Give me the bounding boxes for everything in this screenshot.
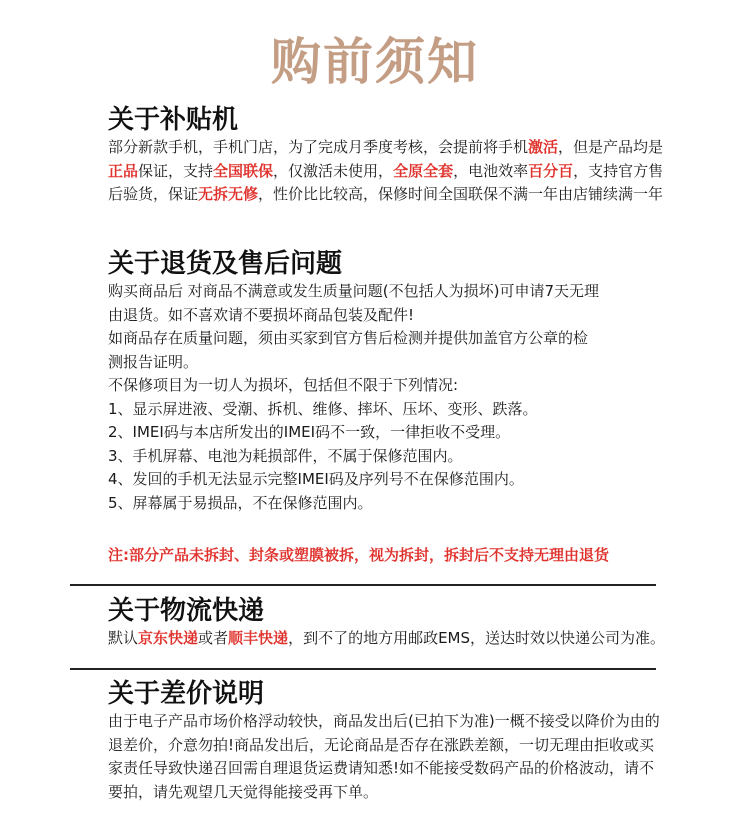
- section-heading-price: 关于差价说明: [108, 679, 265, 709]
- body-text: ，电池效率: [453, 161, 529, 180]
- body-text: 或者: [198, 629, 229, 647]
- body-text: 保证，支持: [138, 161, 214, 180]
- body-text: ，到不了的地方用邮政EMS，送达时效以快递公司为准。: [288, 629, 666, 647]
- highlighted-text: 全国联保: [213, 161, 274, 180]
- highlighted-text: 激活: [528, 138, 559, 156]
- body-text: ，仅激活未使用，: [273, 161, 394, 180]
- section-returns: [108, 248, 668, 515]
- body-text: ，但是产品均是: [558, 138, 664, 156]
- returns-line: 由退货。如不喜欢请不要损坏商品包装及配件!: [108, 305, 415, 324]
- price-paragraph: 由于电子产品市场价格浮动较快，商品发出后(已拍下为准)一概不接受以降价为由的退差价，介意勿拍!商品发出后，无论商品是否存在涨跌差额，一切无理由拒收或买家责任导致快递召回需自理退货运费请知悉!如不能接受数码产品的价格波动，请不要拍，请先观望几天觉得能接受再下单。: [108, 712, 660, 801]
- logistics-paragraph: [108, 627, 668, 651]
- body-text: 部分新款手机，手机门店，为了完成月季度考核，会提前将手机: [108, 138, 529, 156]
- returns-line: 如商品存在质量问题，须由买家到官方售后检测并提供加盖官方公章的检: [108, 329, 589, 347]
- body-text: 默认: [108, 629, 139, 647]
- returns-list-item: 3、手机屏幕、电池为耗损部件，不属于保修范围内。: [108, 446, 463, 465]
- returns-line: 不保修项目为一切人为损坏，包括但不限于下列情况:: [108, 376, 459, 394]
- returns-list-item: 4、发回的手机无法显示完整IMEI码及序列号不在保修范围内。: [108, 470, 524, 488]
- section-subsidy: [108, 104, 668, 207]
- section-heading-subsidy: 关于补贴机: [108, 105, 239, 135]
- returns-note: 注:部分产品未拆封、封条或塑膜被拆，视为拆封，拆封后不支持无理由退货: [108, 546, 610, 564]
- highlighted-text: 全原全套: [393, 161, 454, 180]
- returns-note-block: [108, 528, 668, 582]
- returns-list-item: 5、屏幕属于易损品，不在保修范围内。: [108, 493, 373, 512]
- body-text: ，性价比比较高，保修时间全国联保不满一年由店铺续满一年: [258, 185, 664, 203]
- divider: [70, 668, 656, 670]
- subsidy-paragraph: [108, 136, 668, 207]
- section-heading-returns: 关于退货及售后问题: [108, 249, 343, 279]
- section-price: [108, 678, 668, 804]
- highlighted-text: 正品: [108, 161, 139, 180]
- highlighted-text: 百分百: [528, 161, 574, 180]
- body-text: ，支持官方售后验货，保证: [108, 161, 664, 203]
- divider: [70, 584, 656, 586]
- returns-paragraph: [108, 280, 668, 515]
- section-heading-logistics: 关于物流快递: [108, 596, 265, 626]
- returns-list-item: 2、IMEI码与本店所发出的IMEI码不一致，一律拒收不受理。: [108, 423, 511, 441]
- page-title: 购前须知: [271, 32, 479, 91]
- returns-line: 测报告证明。: [108, 352, 199, 371]
- highlighted-text: 无拆无修: [198, 185, 259, 203]
- highlighted-text: 顺丰快递: [228, 629, 289, 647]
- returns-line: 购买商品后 对商品不满意或发生质量问题(不包括人为损坏)可申请7天无理: [108, 282, 600, 300]
- section-logistics: [108, 595, 668, 651]
- returns-list-item: 1、显示屏进液、受潮、拆机、维修、摔坏、压坏、变形、跌落。: [108, 399, 538, 418]
- highlighted-text: 京东快递: [138, 629, 199, 647]
